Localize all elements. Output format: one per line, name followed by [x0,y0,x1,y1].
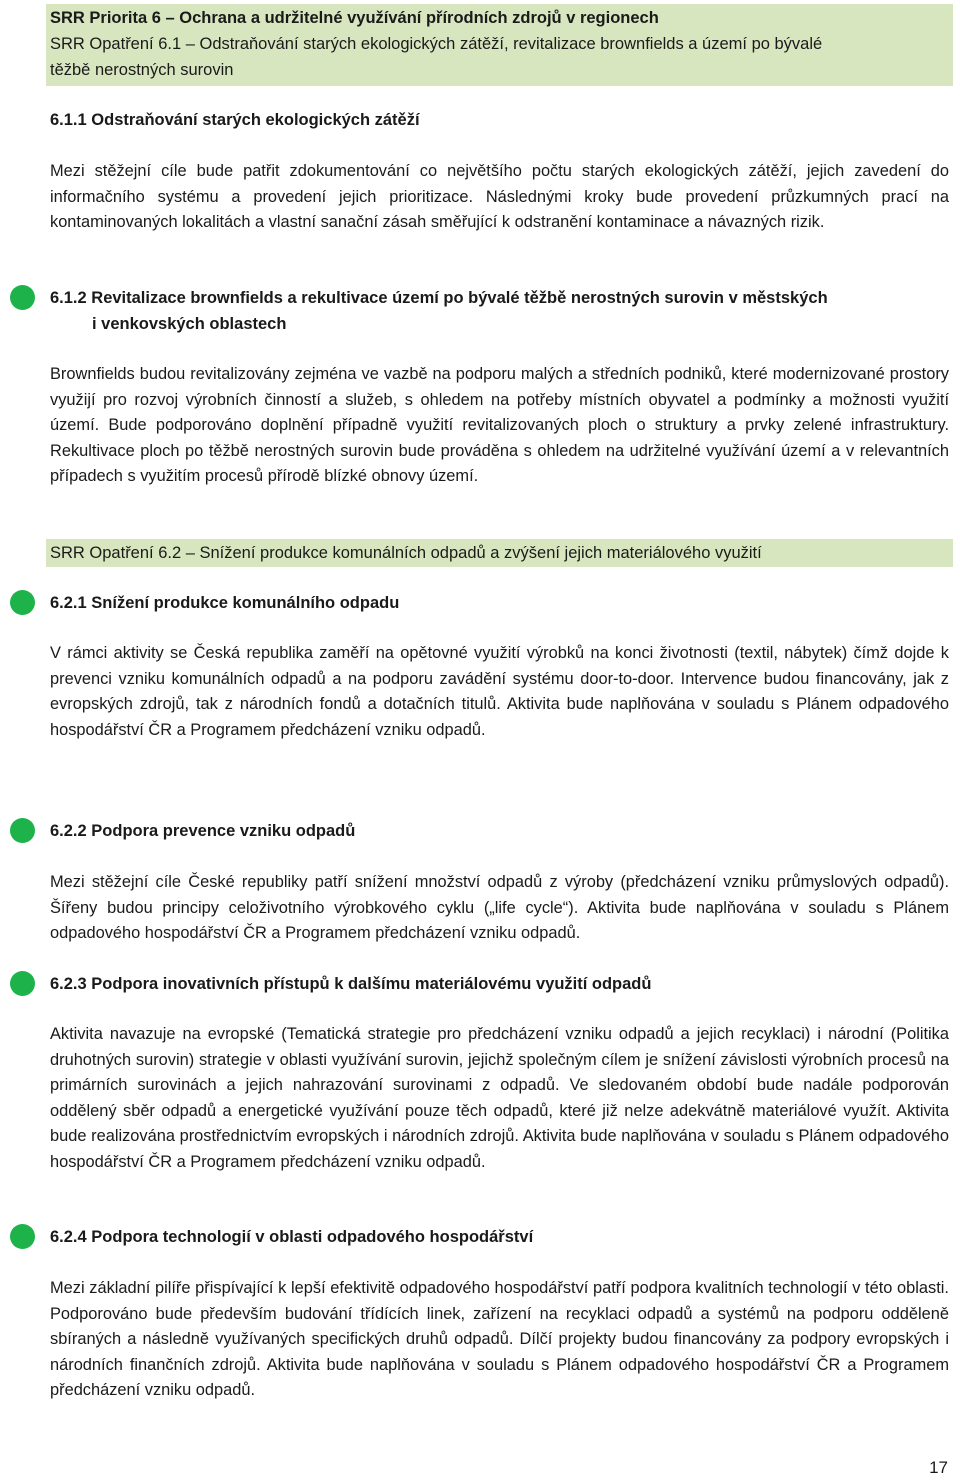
section-6-2-3-text: Aktivita navazuje na evropské (Tematická strategie pro předcházení vzniku odpadů a jejich recyklaci) i národní (Politika druhotných surovin) strategie v oblasti využívání surovin, jejichž společným cílem je snížení závislosti výrobních procesů na primárních surovinách a jejich nahrazování surovinami z odpadů. Ve sledovaném období bude nadále podporován oddělený sběr odpadů a energetické využívání pouze těch odpadů, které již nelze adekvátně materiálové využít. Aktivita bude realizována prostřednictvím evropských i národních zdrojů. Aktivita bude naplňována v souladu s Plánem odpadového hospodářství ČR a Programem předcházení vzniku odpadů. [50,1025,949,1171]
section-6-1-1-text: Mezi stěžejní cíle bude patřit zdokumentování co největšího počtu starých ekologických zátěží, jejich zavedení do informačního systému a provedení jejich prioritizace. Následnými kroky bude provedení průzkumných prací na kontaminovaných lokalitách a vlastní sanační zásah směřující k odstranění kontaminace a návazných rizik. [50,162,949,232]
bullet-icon [10,590,35,615]
bullet-icon [10,1224,35,1249]
measure-title-line1: SRR Opatření 6.1 – Odstraňování starých ekologických zátěží, revitalizace brownfields a území po bývalé [50,35,823,53]
bullet-icon [10,818,35,843]
section-6-2-1-text: V rámci aktivity se Česká republika zaměří na opětovné využití výrobků na konci životnosti (textil, nábytek) čímž dojde k prevenci vzniku komunálních odpadů a na podporu zavádění systému door-to-door. Intervence budou financovány, jak z evropských zdrojů, tak z národních fondů a dotačních titulů. Aktivita bude naplňována v souladu s Plánem odpadového hospodářství ČR a Programem předcházení vzniku odpadů. [50,644,949,739]
bullet-icon [10,971,35,996]
section-6-1-1-heading: 6.1.1 Odstraňování starých ekologických zátěží [50,111,420,129]
measure-title-line2: těžbě nerostných surovin [50,61,234,79]
section-6-2-3-heading: 6.2.3 Podpora inovativních přístupů k dalšímu materiálovému využití odpadů [50,975,652,993]
bullet-icon [10,285,35,310]
section-6-1-2-heading-line1: 6.1.2 Revitalizace brownfields a rekultivace území po bývalé těžbě nerostných surovin v městských [50,289,828,307]
section-6-2-4-heading: 6.2.4 Podpora technologií v oblasti odpadového hospodářství [50,1228,534,1246]
section-6-1-2-heading-line2: i venkovských oblastech [92,315,287,333]
measure-6-2-title: SRR Opatření 6.2 – Snížení produkce komunálních odpadů a zvýšení jejich materiálového využití [50,544,762,562]
section-6-1-2-text: Brownfields budou revitalizovány zejména ve vazbě na podporu malých a středních podniků, které modernizované prostory využijí pro rozvoj výrobních činností a služeb, s ohledem na potřeby místních obyvatel a podmínky a možnosti využití území. Bude podporováno doplnění případně využití revitalizovaných ploch o struktury a prvky zelené infrastruktury. Rekultivace ploch po těžbě nerostných surovin bude prováděna s ohledem na udržitelné využívání území a v relevantních případech s využitím procesů přírodě blízké obnovy území. [50,365,949,486]
section-6-2-1-heading: 6.2.1 Snížení produkce komunálního odpadu [50,594,400,612]
section-6-2-2-heading: 6.2.2 Podpora prevence vzniku odpadů [50,822,356,840]
section-6-2-4-text: Mezi základní pilíře přispívající k lepší efektivitě odpadového hospodářství patří podpora kvalitních technologií v této oblasti. Podporováno bude především budování třídících linek, zařízení na recyklaci odpadů a systémů na podporu odděleně sbíraných a následně využívaných specifických druhů odpadů. Dílčí projekty budou financovány za podpory evropských i národních finančních zdrojů. Aktivita bude naplňována v souladu s Plánem odpadového hospodářství ČR a Programem předcházení vzniku odpadů. [50,1279,949,1400]
section-6-2-2-text: Mezi stěžejní cíle České republiky patří snížení množství odpadů z výroby (předcházení vzniku průmyslových odpadů). Šířeny budou principy celoživotního výrobkového cyklu („life cycle“). Aktivita bude naplňována v souladu s Plánem odpadového hospodářství ČR a Programem předcházení vzniku odpadů. [50,873,949,943]
page-number: 17 [929,1458,948,1477]
priority-title: SRR Priorita 6 – Ochrana a udržitelné využívání přírodních zdrojů v regionech [50,9,659,27]
